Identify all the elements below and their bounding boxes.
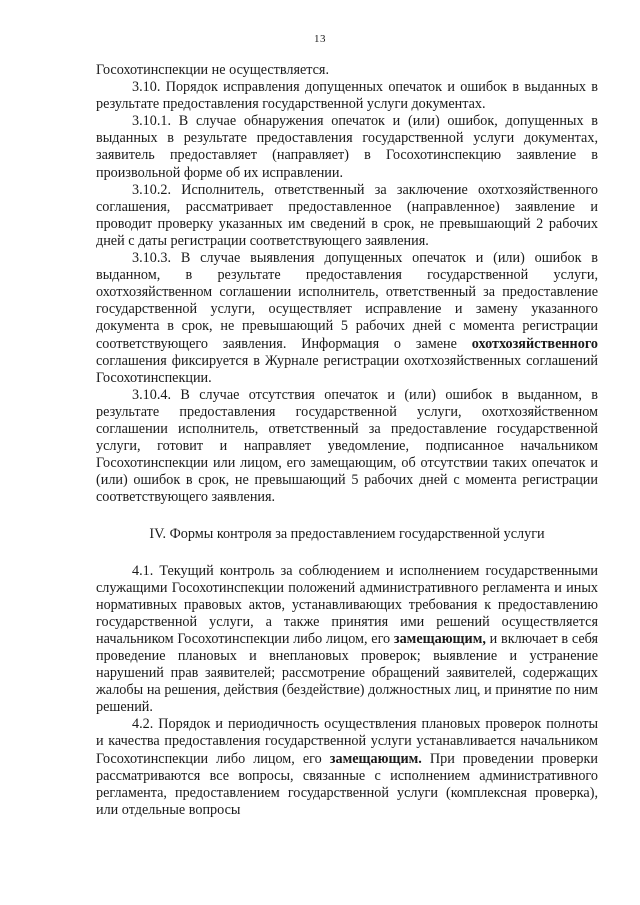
bold-word: замещающим, (393, 630, 486, 647)
paragraph-continuation: Госохотинспекции не осуществляется. (96, 62, 330, 78)
paragraph-4-1 (96, 563, 598, 717)
paragraph-text: и включает в себя проведение плановых и внеплановых проверок; выявление и устранение нарушений прав заявителей; рассмотрение обращений заявителей, содержащих жалобы на решения, действия (бездействие) должностных лиц, и принятие по ним решений. (96, 630, 599, 716)
page-number: 13 (314, 33, 326, 45)
paragraph-4-2 (96, 716, 598, 819)
paragraph-3-10-3 (96, 250, 598, 387)
paragraph-text: 4.2. Порядок и периодичность осуществления плановых проверок полноты и качества предоставления государственной услуги устанавливается начальником Госохотинспекции либо лицом, его (96, 716, 598, 767)
paragraph-text: 4.1. Текущий контроль за соблюдением и исполнением государственными служащими Госохотинспекции положений административного регламента и иных нормативных правовых актов, устанавливающих требования к предоставлению государственной услуги, а также принятия ими решений осуществляется начальником Госохотинспекции либо лицом, его (96, 562, 598, 647)
paragraph-text: При проведении проверки рассматриваются все вопросы, связанные с исполнением административного регламента, предоставлением государственной услуги (комплексная проверка), или отдельные вопросы (96, 750, 598, 818)
section-heading: IV. Формы контроля за предоставлением государственной услуги (149, 526, 545, 543)
paragraph-3-10: 3.10. Порядок исправления допущенных опечаток и ошибок в выданных в результате предоставления государственной услуги документах. (96, 79, 598, 113)
paragraph-text: 3.10.3. В случае выявления допущенных опечаток и (или) ошибок в выданном, в результате предоставления государственной услуги, охотхозяйственном соглашении исполнитель, ответственный за предоставление государственной услуги, осуществляет исправление и замену указанного документа в срок, не превышающий 5 рабочих дней с момента регистрации соответствующего заявления. Информация о замене (96, 250, 598, 352)
paragraph-3-10-1: 3.10.1. В случае обнаружения опечаток и (или) ошибок, допущенных в выданных в результате предоставления государственной услуги документах, заявитель предоставляет (направляет) в Госохотинспекцию заявление в произвольной форме об их исправлении. (96, 113, 598, 181)
paragraph-3-10-4: 3.10.4. В случае отсутствия опечаток и (или) ошибок в выданном, в результате предоставления государственной услуги, охотхозяйственном соглашении исполнитель, ответственный за предоставление государственной услуги, готовит и направляет уведомление, подписанное начальником Госохотинспекции или лицом, его замещающим, об отсутствии таких опечаток и (или) ошибок в срок, не превышающий 5 рабочих дней с момента регистрации соответствующего заявления. (96, 386, 598, 506)
paragraph-text: соглашения фиксируется в Журнале регистрации охотхозяйственных соглашений Госохотинспекции. (96, 352, 598, 386)
bold-word: охотхозяйственного (471, 335, 598, 352)
paragraph-3-10-2: 3.10.2. Исполнитель, ответственный за заключение охотхозяйственного соглашения, рассматривает предоставленное (направленное) заявление и проводит проверку указанных им сведений в срок, не превышающий 2 рабочих дней с даты регистрации соответствующего заявления. (96, 181, 598, 249)
bold-word: замещающим. (329, 750, 422, 767)
document-body (96, 62, 598, 819)
